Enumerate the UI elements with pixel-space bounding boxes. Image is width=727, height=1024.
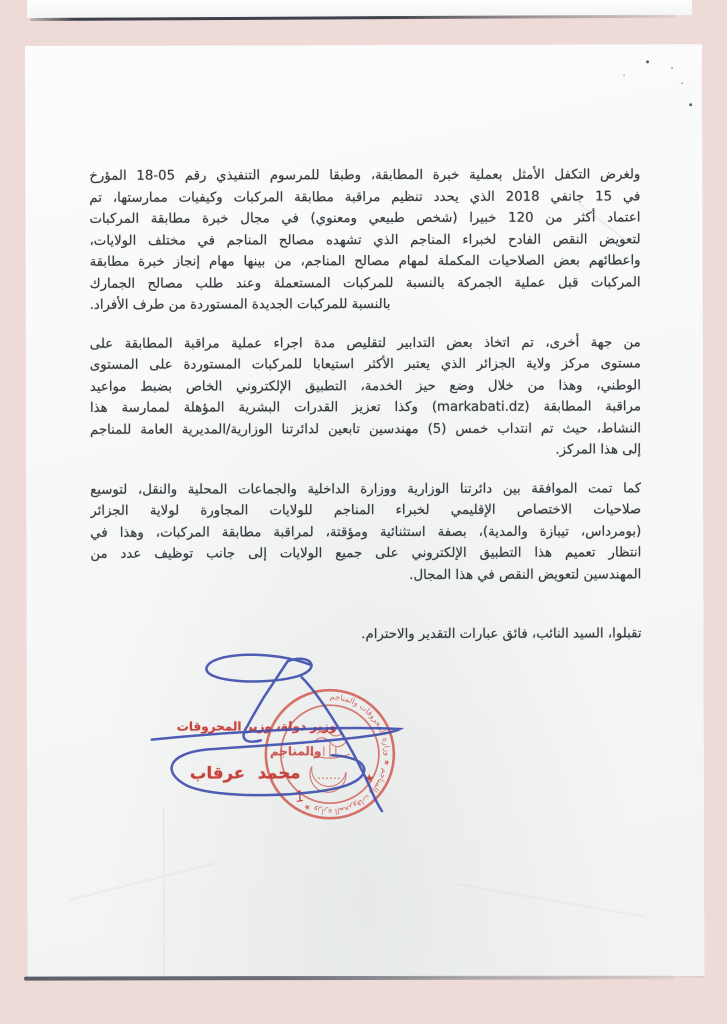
letter-page bbox=[25, 44, 704, 978]
minister-title-line2: والمناجم bbox=[269, 744, 322, 759]
text-line: الوطني، وهذا من خلال وضع حيز الخدمة، التطبيق الإلكتروني الخاص بضبط مواعيد bbox=[89, 377, 641, 395]
paper-crease bbox=[69, 862, 215, 900]
scan-speck bbox=[681, 82, 683, 84]
stamp-copy-number: 1 bbox=[293, 786, 307, 807]
text-line: من جهة أخرى، تم اتخاذ بعض التدابير لتقليص مدة اجراء عملية مراقبة المطابقة على bbox=[89, 334, 641, 352]
closing-line: تقبلوا، السيد النائب، فائق عبارات التقدير والاحترام. bbox=[361, 626, 642, 643]
text-line: لتعويض النقص الفادح لخبراء المناجم الذي تشهده مصالح المناجم في مختلف الولايات، bbox=[89, 231, 641, 249]
stamp-outer-circle bbox=[266, 690, 394, 818]
page-bottom-shadow bbox=[24, 975, 674, 980]
official-stamp bbox=[262, 686, 398, 822]
text-line: اعتماد أكثر من 120 خبيرا (شخص طبيعي ومعنوي) في مجال خبرة مطابقة المركبات bbox=[89, 210, 641, 227]
paragraph bbox=[89, 164, 640, 316]
text-line: مراقبة المطابقة (markabati.dz) وكذا تعزيز القدرات البشرية المؤهلة لممارسة هذا bbox=[89, 399, 641, 416]
minister-name: محمد عرقاب bbox=[189, 763, 301, 783]
text-line: (بومرداس، تيبازة والمدية)، بصفة استثنائية ومؤقتة، لمراقبة مطابقة المركبات، وهذا في bbox=[90, 523, 642, 541]
text-line: كما تمت الموافقة بين دائرتنا الوزارية ووزارة الداخلية والجماعات المحلية والنقل، لتوسيع bbox=[90, 480, 642, 498]
scan-speck bbox=[623, 74, 625, 76]
text-line: مستوى مركز ولاية الجزائر الذي يعتبر الأكثر استيعابا للمركبات المستوردة على المستوى bbox=[89, 356, 641, 373]
minister-title-line1: وزير دولة، وزير المحروقات bbox=[176, 719, 337, 734]
algeria-emblem-icon bbox=[310, 728, 350, 793]
text-line: النشاط، حيث تم انتداب خمس (5) مهندسين تابعين لدائرتنا الوزارية/المديرية العامة للمناجم bbox=[89, 420, 642, 438]
text-line: بالنسبة للمركبات الجديدة المستوردة من طرف الأفراد. bbox=[89, 297, 391, 313]
text-line: واعطائهم بعض الصلاحيات المكملة لمهام مصالح المناجم، من بينها مهام إنجاز خبرة مطابقة bbox=[89, 253, 641, 270]
text-line: المهندسين لتعويض النقص في هذا المجال. bbox=[409, 566, 642, 583]
stamp-star-icon: ★ bbox=[363, 771, 375, 786]
scan-speck bbox=[689, 103, 692, 106]
text-line: إلى هذا المركز. bbox=[555, 442, 642, 458]
stamp-inner-circle bbox=[281, 705, 379, 803]
text-line: ولغرض التكفل الأمثل بعملية خبرة المطابقة، وطبقا للمرسوم التنفيذي رقم 05-18 المؤرخ bbox=[89, 167, 641, 184]
letter-body bbox=[89, 164, 641, 646]
scan-speck bbox=[671, 67, 673, 69]
text-line: المركبات قبل عملية الجمركة بالنسبة للمركبات المستعملة وعند طلب مصالح الجمارك bbox=[89, 274, 641, 292]
scan-speck bbox=[646, 60, 649, 63]
paragraph bbox=[90, 478, 641, 587]
text-line: في 15 جانفي 2018 الذي يحدد تنظيم مراقبة مطابقة المركبات وكيفيات ممارستها، تم bbox=[89, 188, 641, 206]
handwritten-signature bbox=[127, 640, 447, 831]
paragraph bbox=[90, 332, 641, 462]
text-line: صلاحيات الاختصاص الإقليمي لخبراء المناجم للولايات المجاورة لولاية الجزائر bbox=[90, 502, 642, 519]
stamp-ring-text: وزارة المحروقات والمناجم ★ وزارة المحروقات والمناجم ★ bbox=[302, 692, 392, 817]
text-line: انتظار تعميم هذا التطبيق الإلكتروني على جميع الولايات إلى جانب توظيف عدد من bbox=[90, 545, 642, 562]
svg-text:وزارة المحروقات والمناجم ★ وزا bbox=[302, 692, 392, 816]
paper-crease bbox=[459, 883, 646, 917]
paper-crease bbox=[163, 806, 165, 976]
